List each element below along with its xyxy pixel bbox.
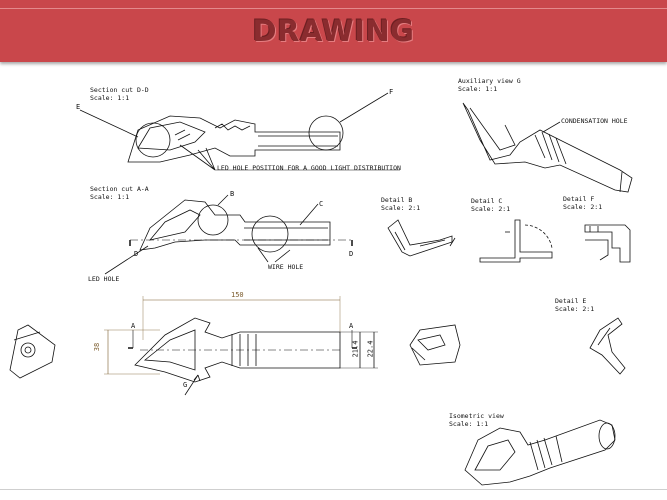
detail-c-scale: Scale: 2:1 <box>471 205 511 213</box>
detail-e-scale: Scale: 2:1 <box>555 305 595 313</box>
section-aa-title: Section cut A-A <box>90 185 149 193</box>
section-dd-title: Section cut D-D <box>90 86 149 94</box>
detail-e-title: Detail E <box>555 297 587 305</box>
section-aa-scale: Scale: 1:1 <box>90 193 130 201</box>
isometric-drawing <box>465 420 615 485</box>
ref-letter-a-right: A <box>349 322 354 330</box>
auxiliary-g-scale: Scale: 1:1 <box>458 85 498 93</box>
ref-letter-g: G <box>183 381 188 389</box>
led-hole-callout: LED HOLE <box>88 275 120 283</box>
dimension-dia-small: 21.4 <box>351 340 360 358</box>
isometric-title: Isometric view <box>449 412 504 420</box>
ref-letter-a-left: A <box>131 322 136 330</box>
dimension-length: 150 <box>231 291 244 299</box>
isometric-scale: Scale: 1:1 <box>449 420 489 428</box>
detail-b-scale: Scale: 2:1 <box>381 204 421 212</box>
condensation-hole-callout: CONDENSATION HOLE <box>561 117 628 125</box>
detail-b-title: Detail B <box>381 196 413 204</box>
ref-letter-d-left: D <box>134 250 139 258</box>
end-view-left-drawing <box>10 325 55 378</box>
ref-letter-f: F <box>389 88 394 96</box>
dimension-dia-large: 22.4 <box>366 340 375 358</box>
led-hole-position-callout: LED HOLE POSITION FOR A GOOD LIGHT DISTRIBUTION <box>217 164 401 172</box>
detail-f-drawing <box>585 225 630 262</box>
detail-b-drawing <box>388 220 455 256</box>
detail-e-drawing <box>590 318 625 374</box>
ref-letter-d-right: D <box>349 250 354 258</box>
page-title: DRAWING <box>252 14 415 48</box>
section-dd-drawing <box>80 93 400 170</box>
wire-hole-callout: WIRE HOLE <box>268 263 304 271</box>
detail-c-drawing <box>480 220 552 262</box>
auxiliary-g-drawing <box>463 103 632 192</box>
ref-letter-c: C <box>319 200 324 208</box>
ref-letter-b: B <box>230 190 235 198</box>
auxiliary-g-title: Auxiliary view G <box>458 77 521 85</box>
ref-letter-e: E <box>76 103 81 111</box>
detail-c-title: Detail C <box>471 197 503 205</box>
dimension-height: 38 <box>93 342 102 352</box>
main-view-drawing <box>104 296 378 395</box>
end-view-right-drawing <box>410 325 460 365</box>
section-aa-drawing <box>105 195 352 274</box>
section-dd-scale: Scale: 1:1 <box>90 94 130 102</box>
footer-divider <box>0 489 667 490</box>
detail-f-scale: Scale: 2:1 <box>563 203 603 211</box>
detail-f-title: Detail F <box>563 195 595 203</box>
